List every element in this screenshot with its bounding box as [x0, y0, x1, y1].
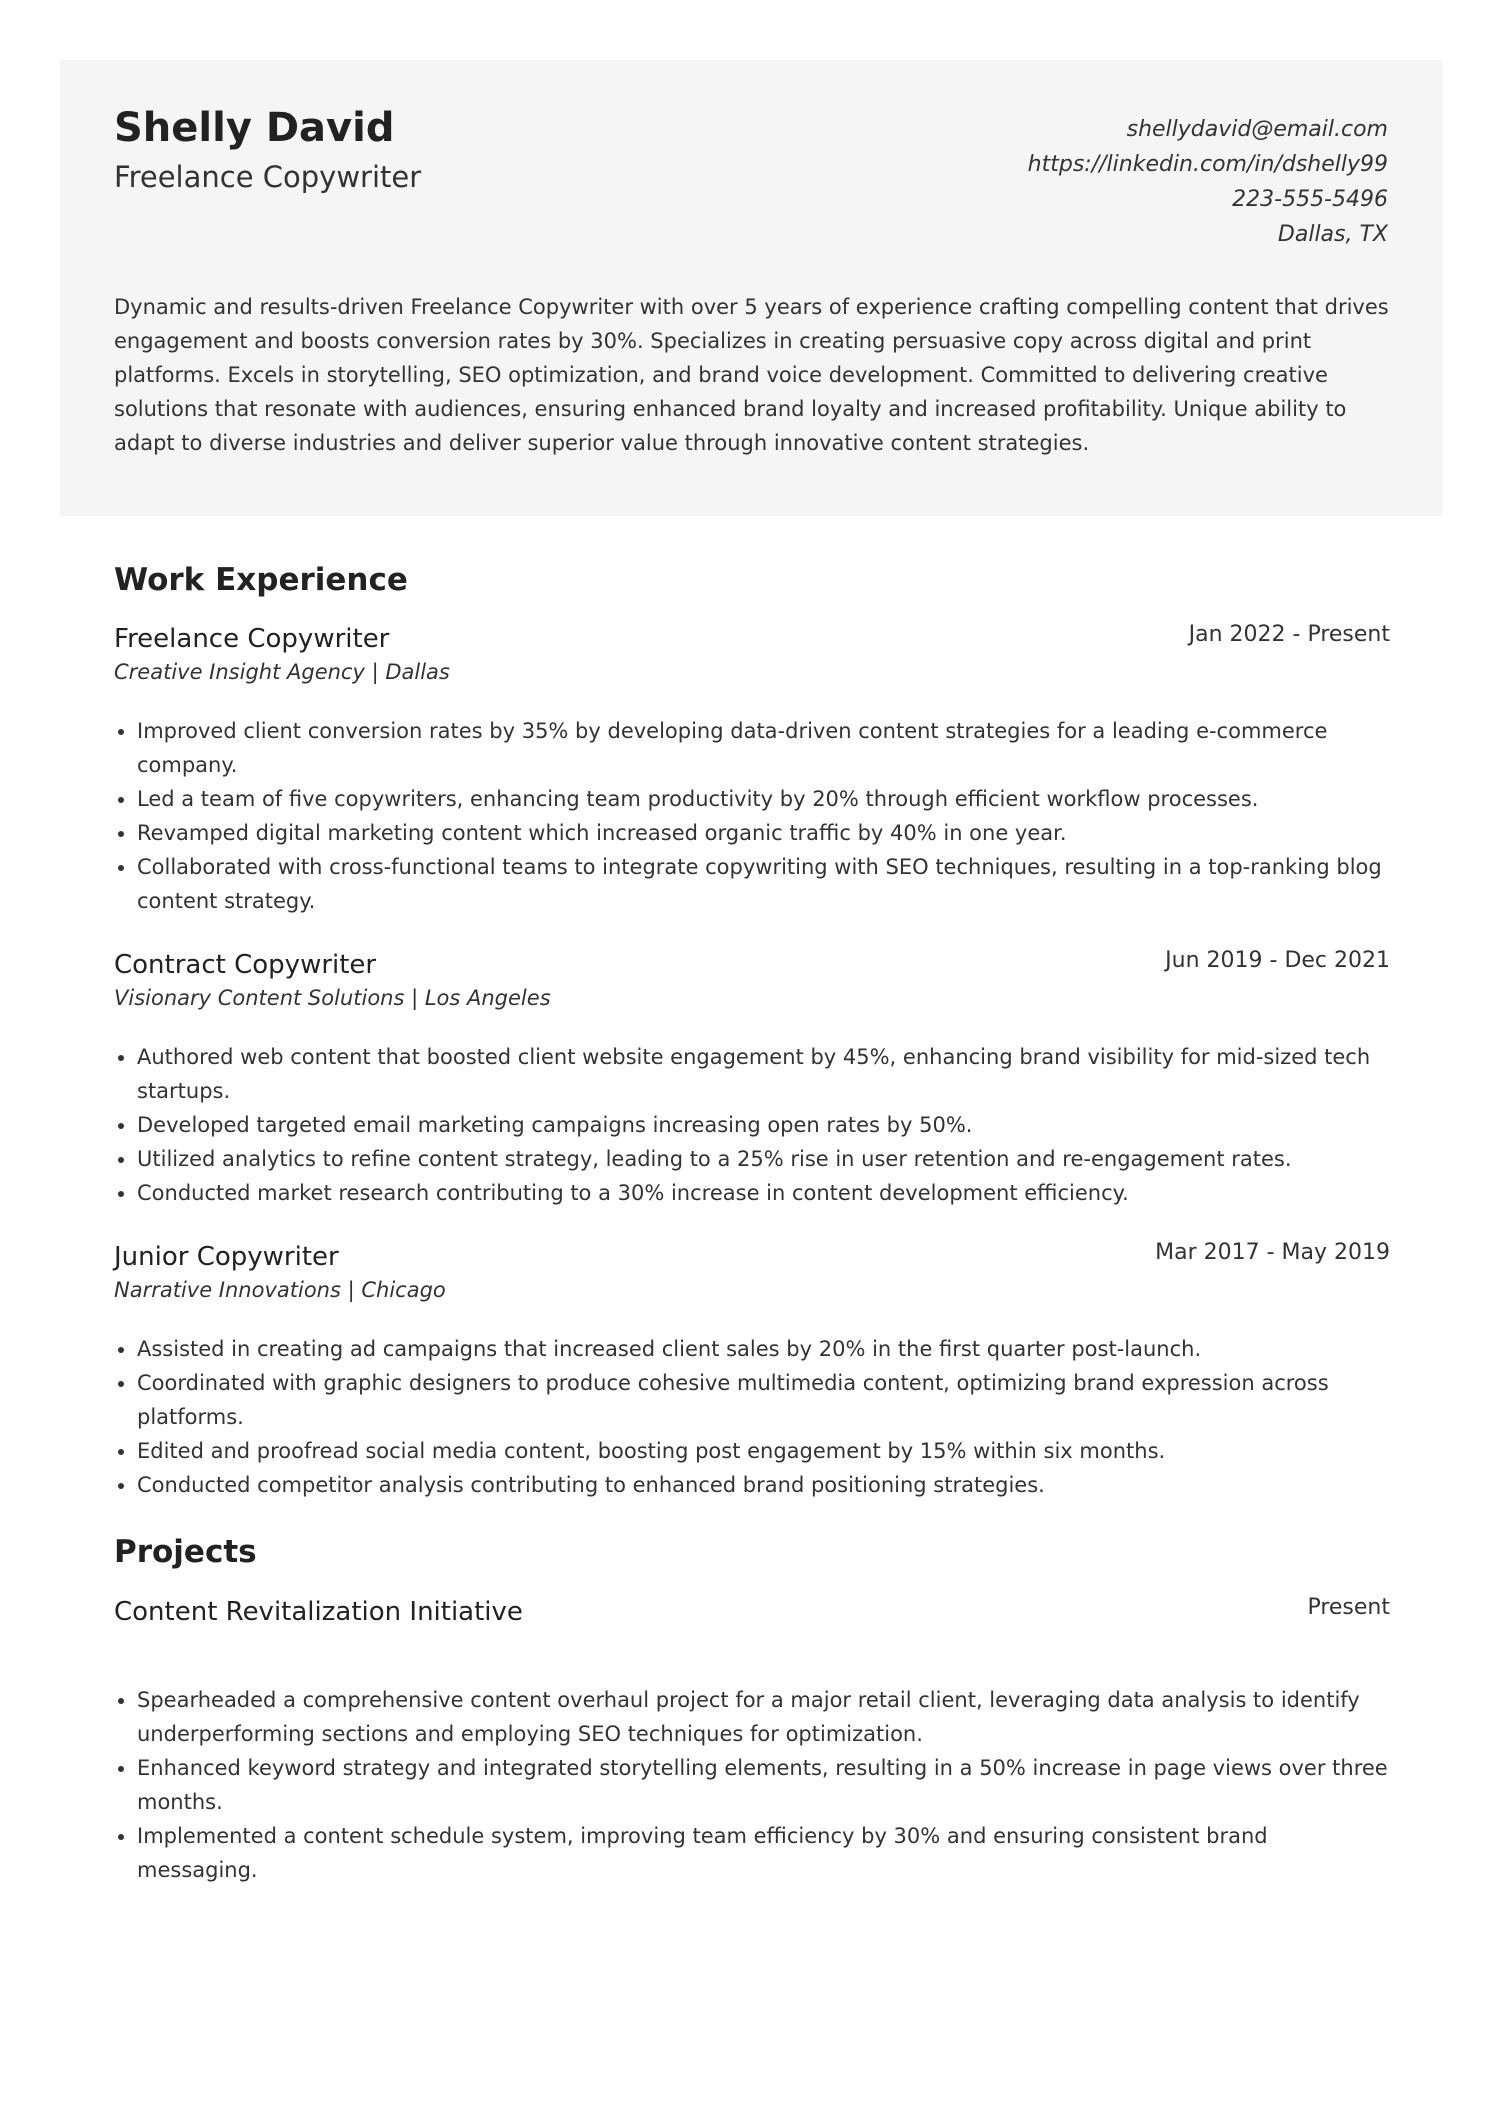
- job-bullets: [114, 714, 1390, 918]
- contact-location: Dallas, TX: [1277, 222, 1388, 247]
- bullet-item: • Developed targeted email marketing campaigns increasing open rates by 50%.: [137, 1108, 1390, 1142]
- contact-phone: 223-555-5496: [1232, 187, 1388, 212]
- projects-section: [114, 1532, 1390, 1886]
- contact-info: [1028, 112, 1388, 252]
- bullet-item: • Authored web content that boosted client website engagement by 45%, enhancing brand visibility for mid-sized tech startups.: [137, 1040, 1390, 1108]
- resume-header: [60, 60, 1442, 516]
- section-title-work-experience: Work Experience: [114, 562, 408, 598]
- professional-summary: Dynamic and results-driven Freelance Copywriter with over 5 years of experience crafting compelling content that drives engagement and boosts conversion rates by 30%. Specializes in creating persuasive copy across digital and print platforms. Excels in storytelling, SEO optimization, and brand voice development. Committed to delivering creative solutions that resonate with audiences, ensuring enhanced brand loyalty and increased profitability. Unique ability to adapt to diverse industries and deliver superior value through innovative content strategies.: [114, 295, 1389, 455]
- candidate-name: Shelly David: [114, 105, 395, 151]
- job-entry: [114, 622, 1390, 918]
- project-title: Content Revitalization Initiative: [114, 1596, 523, 1627]
- job-entry: [114, 948, 1390, 1210]
- job-dates: Jan 2022 - Present: [1188, 622, 1390, 648]
- job-title: Junior Copywriter: [114, 1242, 339, 1273]
- contact-email[interactable]: shellydavid@email.com: [1126, 117, 1388, 142]
- job-header: [114, 948, 1390, 982]
- job-bullets: [114, 1332, 1390, 1502]
- bullet-item: • Edited and proofread social media content, boosting post engagement by 15% within six months.: [137, 1434, 1390, 1468]
- bullet-item: • Assisted in creating ad campaigns that increased client sales by 20% in the first quarter post-launch.: [137, 1332, 1390, 1366]
- bullet-item: • Conducted market research contributing to a 30% increase in content development efficiency.: [137, 1176, 1390, 1210]
- bullet-item: • Revamped digital marketing content which increased organic traffic by 40% in one year.: [137, 816, 1390, 850]
- bullet-item: • Enhanced keyword strategy and integrated storytelling elements, resulting in a 50% increase in page views over three months.: [137, 1751, 1390, 1819]
- job-title: Freelance Copywriter: [114, 624, 390, 655]
- job-dates: Mar 2017 - May 2019: [1155, 1240, 1390, 1266]
- job-title: Contract Copywriter: [114, 950, 377, 981]
- project-header: [114, 1595, 1390, 1629]
- bullet-item: • Led a team of five copywriters, enhancing team productivity by 20% through efficient workflow processes.: [137, 782, 1390, 816]
- bullet-item: • Implemented a content schedule system, improving team efficiency by 30% and ensuring consistent brand messaging.: [137, 1819, 1390, 1887]
- job-company: Creative Insight Agency | Dallas: [114, 660, 450, 685]
- bullet-item: • Utilized analytics to refine content strategy, leading to a 25% rise in user retention and re-engagement rates.: [137, 1142, 1390, 1176]
- job-company: Visionary Content Solutions | Los Angeles: [114, 986, 551, 1011]
- candidate-role: Freelance Copywriter: [114, 160, 422, 194]
- project-bullets: [114, 1683, 1390, 1887]
- job-entry: [114, 1240, 1390, 1502]
- project-entry: [114, 1595, 1390, 1887]
- job-company: Narrative Innovations | Chicago: [114, 1278, 446, 1303]
- section-title-projects: Projects: [114, 1534, 257, 1571]
- bullet-item: • Collaborated with cross-functional teams to integrate copywriting with SEO techniques, resulting in a top-ranking blog content strategy.: [137, 850, 1390, 918]
- bullet-item: • Spearheaded a comprehensive content overhaul project for a major retail client, leveraging data analysis to identify underperforming sections and employing SEO techniques for optimization.: [137, 1683, 1390, 1751]
- job-bullets: [114, 1040, 1390, 1210]
- job-header: [114, 1240, 1390, 1274]
- work-experience-section: [114, 560, 1390, 1502]
- job-header: [114, 622, 1390, 656]
- bullet-item: • Coordinated with graphic designers to produce cohesive multimedia content, optimizing brand expression across platforms.: [137, 1366, 1390, 1434]
- bullet-item: • Conducted competitor analysis contributing to enhanced brand positioning strategies.: [137, 1468, 1390, 1502]
- resume-body: [114, 560, 1390, 1917]
- contact-linkedin[interactable]: https://linkedin.com/in/dshelly99: [1027, 152, 1388, 177]
- project-dates: Present: [1307, 1594, 1390, 1620]
- job-dates: Jun 2019 - Dec 2021: [1165, 948, 1390, 974]
- bullet-item: • Improved client conversion rates by 35% by developing data-driven content strategies for a leading e-commerce company.: [137, 714, 1390, 782]
